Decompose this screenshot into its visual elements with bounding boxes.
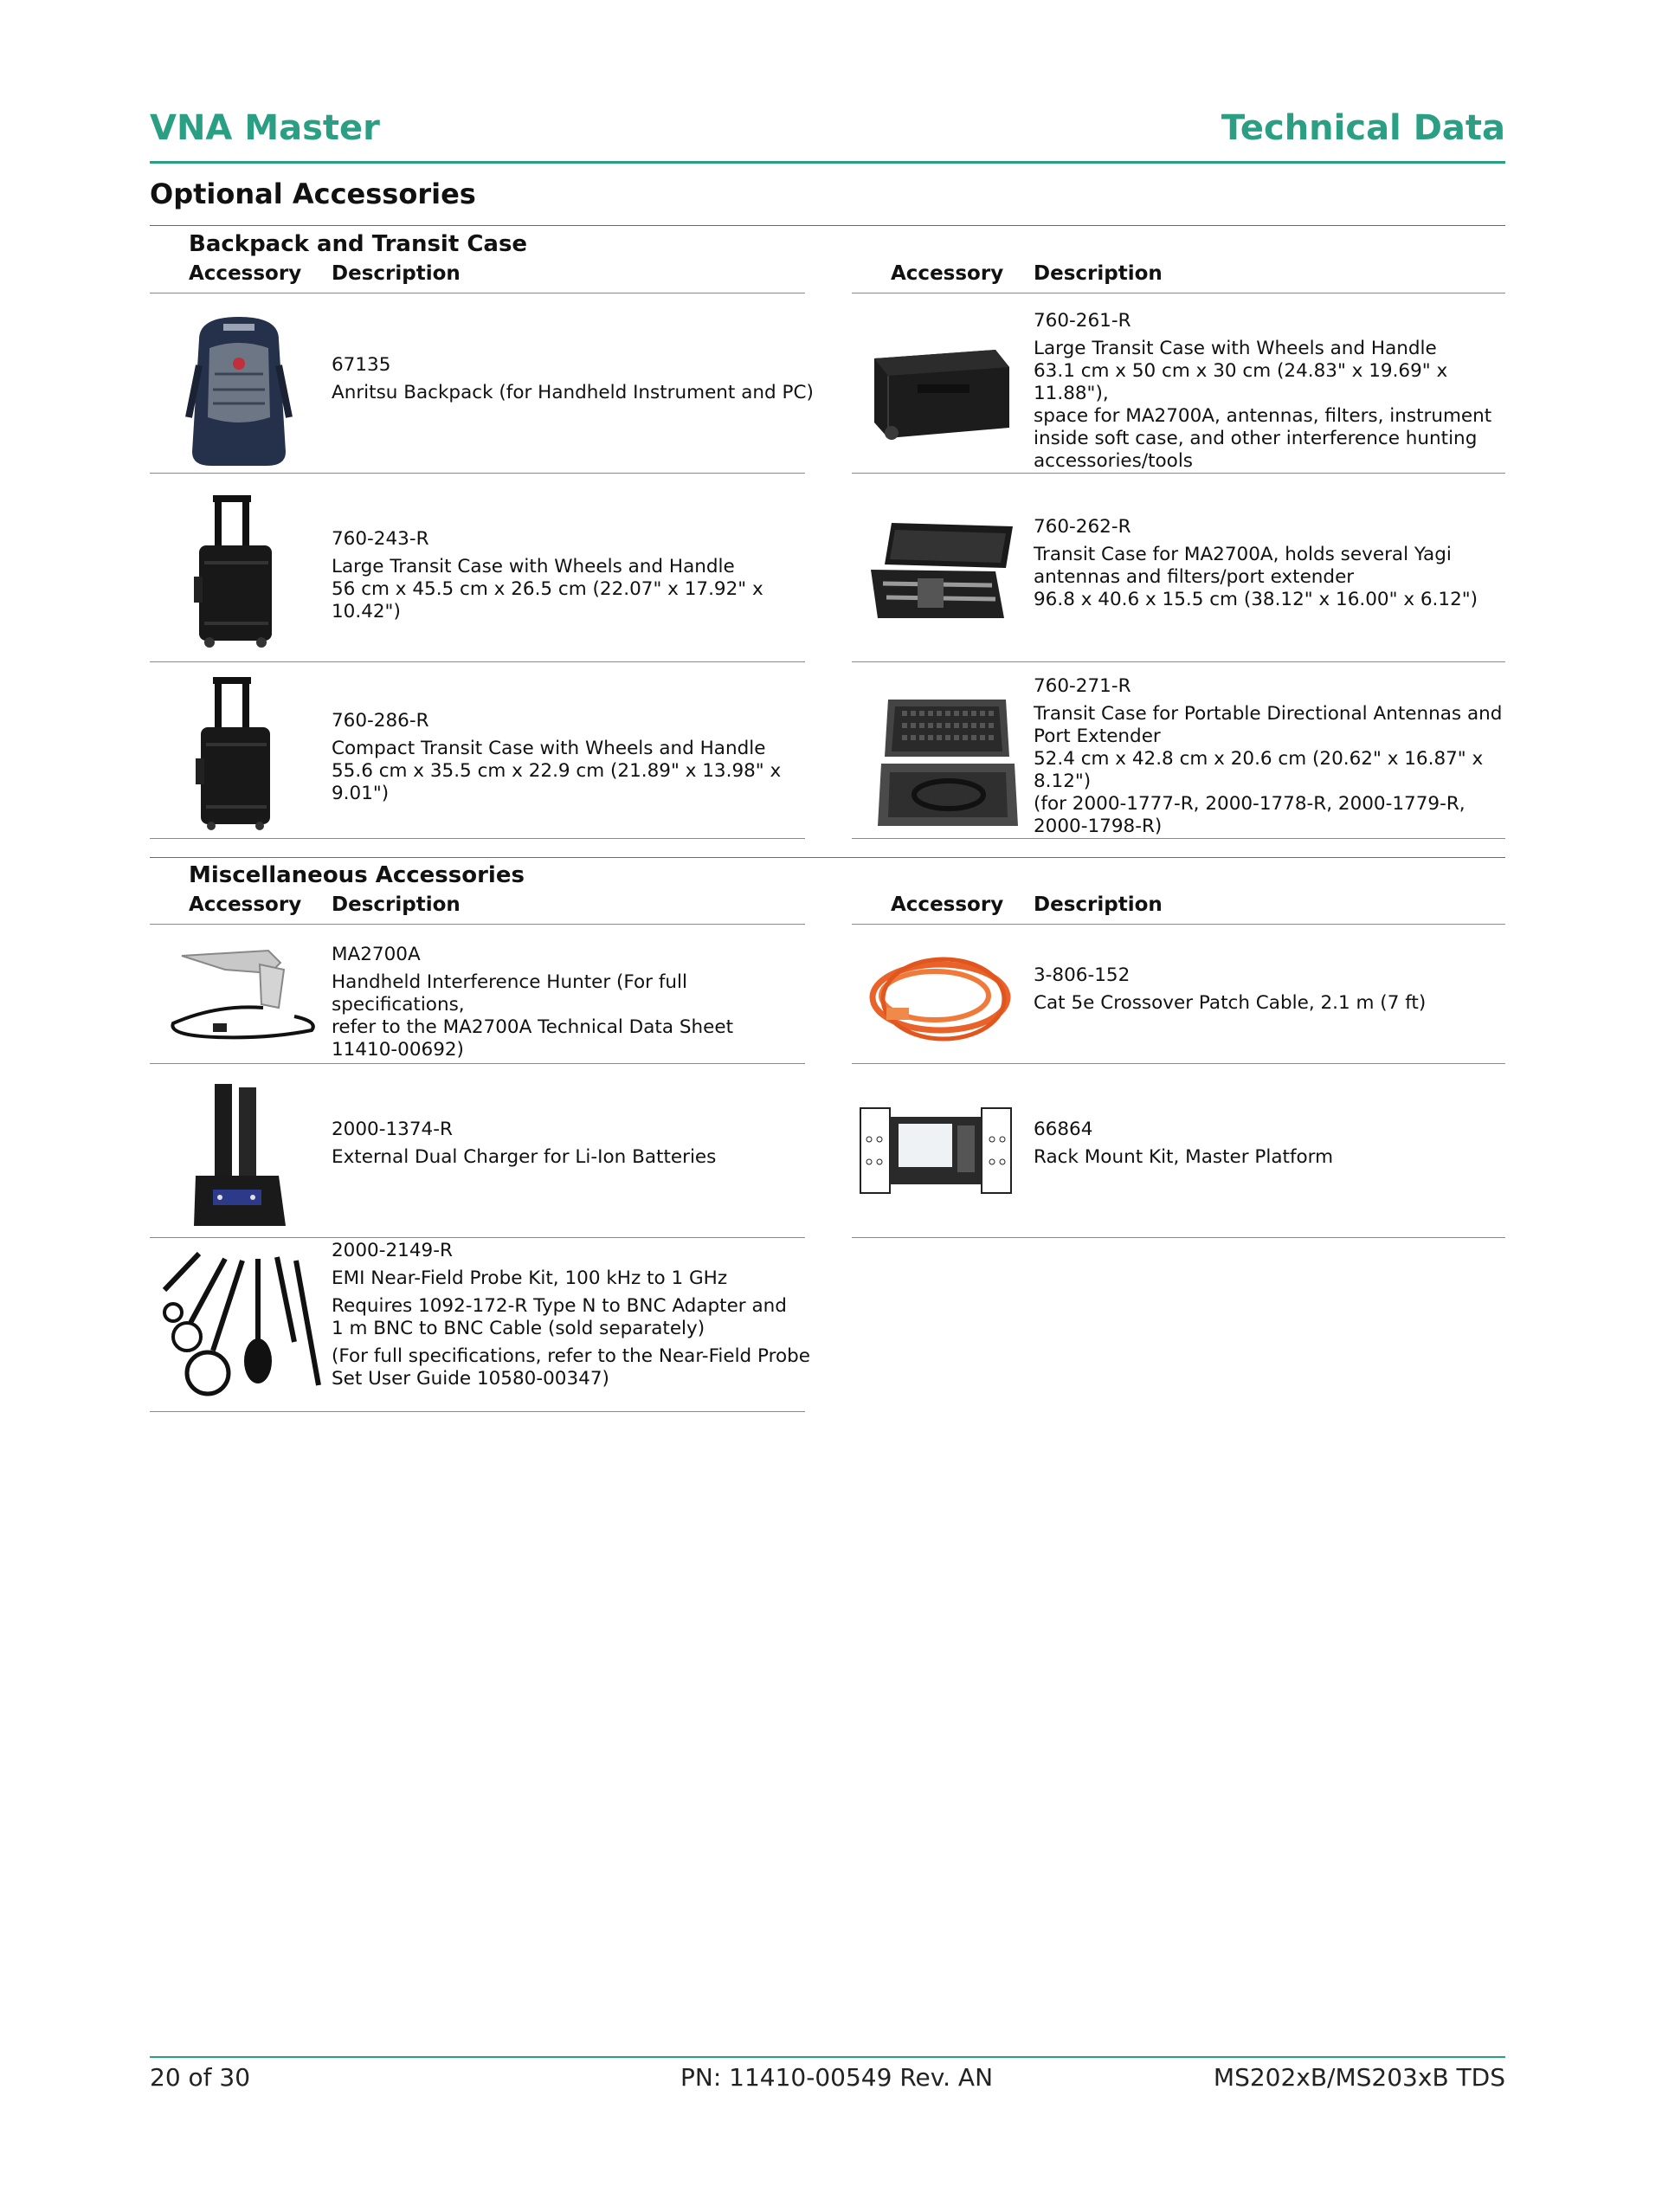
description-line: Handheld Interference Hunter (For full specifications,	[332, 971, 687, 1016]
table-header-rule	[852, 924, 1505, 925]
description-line: (for 2000-1777-R, 2000-1778-R, 2000-1779-R,	[1034, 793, 1466, 815]
description-line: Cat 5e Crossover Patch Cable, 2.1 m (7 ft)	[1034, 992, 1427, 1014]
column-header-description: Description	[1034, 893, 1163, 916]
description-line: Large Transit Case with Wheels and Handle	[1034, 338, 1437, 359]
table-row-rule	[150, 1411, 805, 1412]
open-case-icon	[876, 691, 1020, 835]
table-row-rule	[852, 473, 1505, 474]
description-line: space for MA2700A, antennas, filters, instrument	[1034, 405, 1492, 427]
description-line: 52.4 cm x 42.8 cm x 20.6 cm (20.62" x 16.87" x 8.12")	[1034, 748, 1484, 792]
rolling-case-icon	[192, 675, 287, 831]
table-row-rule	[150, 1237, 805, 1238]
accessory-description	[1034, 516, 1518, 611]
column-header-description: Description	[332, 893, 461, 916]
table-row-rule	[150, 661, 805, 662]
probe-kit-icon	[156, 1247, 322, 1403]
accessory-description	[1034, 1119, 1518, 1169]
accessory-part-number: 760-271-R	[1034, 675, 1131, 697]
accessory-description	[332, 710, 816, 805]
description-line: 55.6 cm x 35.5 cm x 22.9 cm (21.89" x 13.98" x 9.01")	[332, 760, 782, 804]
column-header-accessory: Accessory	[189, 893, 302, 916]
description-line: 96.8 x 40.6 x 15.5 cm (38.12" x 16.00" x 6.12")	[1034, 589, 1478, 610]
accessory-description	[332, 1240, 816, 1390]
description-line: (For full specifications, refer to the Near-Field Probe	[332, 1345, 811, 1367]
hard-case-icon	[866, 332, 1015, 445]
subsection-title-misc: Miscellaneous Accessories	[189, 862, 525, 888]
table-row-rule	[852, 1063, 1505, 1064]
page-title: Optional Accessories	[150, 177, 476, 210]
subsection-title-backpack: Backpack and Transit Case	[189, 231, 528, 257]
interference-hunter-icon	[164, 944, 320, 1048]
table-row-rule	[150, 1063, 805, 1064]
table-header-rule	[150, 924, 805, 925]
accessory-part-number: 760-286-R	[332, 710, 429, 732]
description-line: Transit Case for Portable Directional Antennas and	[1034, 703, 1503, 725]
column-header-accessory: Accessory	[891, 893, 1004, 916]
dual-charger-icon	[192, 1080, 287, 1233]
accessory-part-number: 760-262-R	[1034, 516, 1131, 538]
accessory-part-number: 66864	[1034, 1119, 1093, 1140]
description-line: Rack Mount Kit, Master Platform	[1034, 1146, 1334, 1168]
description-line: Port Extender	[1034, 726, 1161, 747]
description-line: antennas and filters/port extender	[1034, 566, 1355, 588]
table-row-rule	[150, 473, 805, 474]
table-row-rule	[852, 661, 1505, 662]
description-line: accessories/tools	[1034, 450, 1193, 472]
accessory-description	[332, 528, 816, 623]
footer-part-number: PN: 11410-00549 Rev. AN	[680, 2063, 994, 2092]
description-line: EMI Near-Field Probe Kit, 100 kHz to 1 GHz	[332, 1267, 728, 1289]
accessory-description	[332, 1119, 816, 1169]
footer-page-number: 20 of 30	[150, 2063, 251, 2092]
long-case-icon	[866, 518, 1018, 627]
accessory-description	[1034, 675, 1518, 838]
table-row-rule	[150, 838, 805, 839]
description-line: Transit Case for MA2700A, holds several Yagi	[1034, 544, 1452, 565]
rack-mount-icon	[859, 1105, 1013, 1196]
accessory-description	[1034, 310, 1518, 473]
section-divider	[150, 857, 1505, 858]
column-header-description: Description	[332, 262, 461, 285]
accessory-part-number: MA2700A	[332, 944, 421, 965]
column-header-accessory: Accessory	[891, 262, 1004, 285]
description-line: 11410-00692)	[332, 1039, 464, 1061]
description-line: 63.1 cm x 50 cm x 30 cm (24.83" x 19.69" x 11.88"),	[1034, 360, 1448, 404]
description-line: 2000-1798-R)	[1034, 816, 1163, 837]
description-line: 1 m BNC to BNC Cable (sold separately)	[332, 1318, 705, 1339]
accessory-part-number: 2000-2149-R	[332, 1240, 453, 1261]
description-line: External Dual Charger for Li-Ion Batteries	[332, 1146, 717, 1168]
description-line: Requires 1092-172-R Type N to BNC Adapter and	[332, 1295, 787, 1317]
column-header-accessory: Accessory	[189, 262, 302, 285]
description-line: Compact Transit Case with Wheels and Handle	[332, 738, 766, 759]
header-rule	[150, 161, 1505, 164]
column-header-description: Description	[1034, 262, 1163, 285]
footer-rule	[150, 2056, 1505, 2058]
description-line: Set User Guide 10580-00347)	[332, 1368, 609, 1390]
description-line: Large Transit Case with Wheels and Handle	[332, 556, 735, 577]
accessory-description	[332, 944, 816, 1061]
accessory-part-number: 3-806-152	[1034, 964, 1131, 986]
section-divider	[150, 225, 1505, 226]
header-product-title: VNA Master	[150, 108, 380, 148]
footer-document-id: MS202xB/MS203xB TDS	[1213, 2063, 1505, 2092]
description-line: refer to the MA2700A Technical Data Sheet	[332, 1016, 734, 1038]
patch-cable-icon	[857, 947, 1015, 1044]
description-line: 56 cm x 45.5 cm x 26.5 cm (22.07" x 17.92" x 10.42")	[332, 578, 763, 622]
description-line: Anritsu Backpack (for Handheld Instrument and PC)	[332, 382, 814, 403]
accessory-part-number: 67135	[332, 354, 391, 376]
table-row-rule	[852, 838, 1505, 839]
accessory-part-number: 760-243-R	[332, 528, 429, 550]
backpack-icon	[180, 313, 298, 469]
accessory-part-number: 2000-1374-R	[332, 1119, 453, 1140]
accessory-description	[1034, 964, 1518, 1015]
header-section-title: Technical Data	[1221, 108, 1505, 148]
rolling-case-icon	[192, 493, 287, 649]
table-row-rule	[852, 1237, 1505, 1238]
description-line: inside soft case, and other interference hunting	[1034, 428, 1478, 449]
accessory-part-number: 760-261-R	[1034, 310, 1131, 332]
accessory-description	[332, 354, 816, 404]
